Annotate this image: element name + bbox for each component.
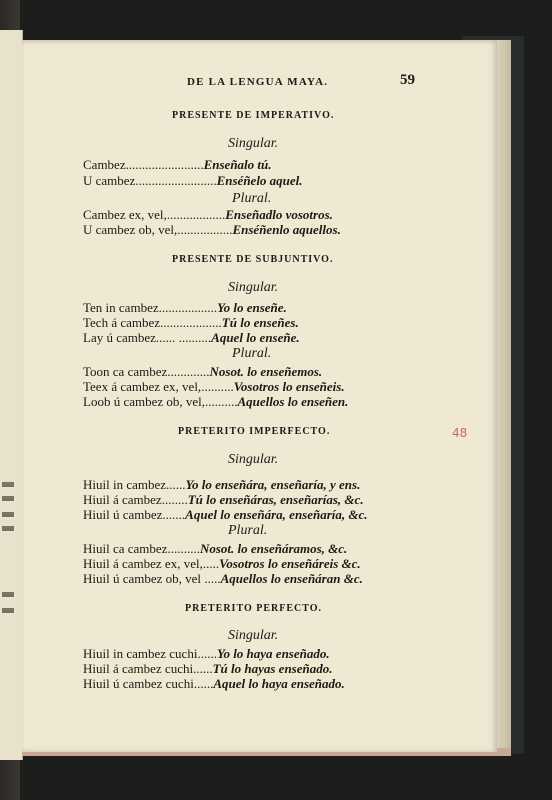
section-heading: PRESENTE DE IMPERATIVO. bbox=[172, 110, 335, 121]
dot-leader: ..... bbox=[202, 556, 220, 571]
conjugation-row: Hiuil ú cambez cuchi......Aquel lo haya enseñado. bbox=[83, 676, 345, 691]
conjugation-row: Tech á cambez...................Tú lo enseñes. bbox=[83, 315, 299, 330]
conjugation-row: Hiuil in cambez cuchi......Yo lo haya enseñado. bbox=[83, 646, 330, 661]
page-edge-mark bbox=[2, 608, 14, 613]
page-edge-mark bbox=[2, 592, 14, 597]
dot-leader: ................... bbox=[160, 315, 222, 330]
dot-leader: ...... bbox=[166, 477, 186, 492]
running-head: DE LA LENGUA MAYA. bbox=[187, 76, 329, 88]
page-edge-mark bbox=[2, 482, 14, 487]
conjugation-row: Hiuil ca cambez..........Nosot. lo enseñáramos, &c. bbox=[83, 541, 348, 556]
previous-page-edge bbox=[0, 30, 23, 760]
dot-leader: .................. bbox=[166, 207, 226, 222]
dot-leader: ......................... bbox=[135, 173, 217, 188]
conjugation-row: Loob ú cambez ob, vel,..........Aquellos lo enseñen. bbox=[83, 394, 349, 409]
conjugation-row: Hiuil á cambez ex, vel,.....Vosotros lo enseñáreis &c. bbox=[83, 556, 361, 571]
number-label: Singular. bbox=[228, 452, 279, 467]
number-label: Plural. bbox=[228, 523, 268, 538]
section-heading: PRESENTE DE SUBJUNTIVO. bbox=[172, 254, 334, 265]
conjugation-row: Teex á cambez ex, vel,..........Vosotros lo enseñeis. bbox=[83, 379, 345, 394]
conjugation-row: Hiuil in cambez......Yo lo enseñára, enseñaría, y ens. bbox=[83, 477, 361, 492]
number-label: Singular. bbox=[228, 136, 279, 151]
conjugation-row: Ten in cambez..................Yo lo enseñe. bbox=[83, 300, 287, 315]
section-heading: PRETERITO IMPERFECTO. bbox=[178, 426, 331, 437]
dot-leader: ...... .......... bbox=[155, 330, 212, 345]
page-block-edge bbox=[497, 40, 511, 752]
dot-leader: ............. bbox=[167, 364, 210, 379]
dot-leader: ........ bbox=[161, 492, 188, 507]
conjugation-row: Hiuil á cambez........Tú lo enseñáras, enseñarías, &c. bbox=[83, 492, 364, 507]
conjugation-row: Hiuil ú cambez.......Aquel lo enseñára, enseñaría, &c. bbox=[83, 507, 368, 522]
number-label: Plural. bbox=[232, 346, 272, 361]
dot-leader: .......... bbox=[201, 379, 234, 394]
dot-leader: .......... bbox=[205, 394, 238, 409]
dot-leader: ....... bbox=[162, 507, 186, 522]
page-edge-mark bbox=[2, 512, 14, 517]
page-number: 59 bbox=[400, 72, 415, 88]
dot-leader: ................. bbox=[177, 222, 233, 237]
dot-leader: .................. bbox=[158, 300, 218, 315]
conjugation-row: Cambez........................Enseñalo tú. bbox=[83, 157, 272, 172]
page-edge-mark bbox=[2, 526, 14, 531]
conjugation-row: Lay ú cambez...... ..........Aquel lo enseñe. bbox=[83, 330, 300, 345]
conjugation-row: Hiuil ú cambez ob, vel .....Aquellos lo enseñáran &c. bbox=[83, 571, 363, 586]
dot-leader: ........................ bbox=[125, 157, 204, 172]
number-label: Plural. bbox=[232, 191, 272, 206]
dot-leader: .......... bbox=[167, 541, 200, 556]
margin-note: 48 bbox=[452, 426, 468, 440]
conjugation-row: U cambez.........................Enséñelo aquel. bbox=[83, 173, 303, 188]
conjugation-row: Cambez ex, vel,..................Enseñadlo vosotros. bbox=[83, 207, 333, 222]
number-label: Singular. bbox=[228, 280, 279, 295]
dot-leader: ...... bbox=[193, 661, 213, 676]
conjugation-row: Toon ca cambez.............Nosot. lo enseñemos. bbox=[83, 364, 323, 379]
dot-leader: ..... bbox=[201, 571, 221, 586]
conjugation-row: U cambez ob, vel,.................Enséñenlo aquellos. bbox=[83, 222, 341, 237]
conjugation-row: Hiuil á cambez cuchi......Tú lo hayas enseñado. bbox=[83, 661, 333, 676]
section-heading: PRETERITO PERFECTO. bbox=[185, 603, 322, 614]
number-label: Singular. bbox=[228, 628, 279, 643]
dot-leader: ...... bbox=[193, 676, 214, 691]
page-edge-mark bbox=[2, 496, 14, 501]
dot-leader: ...... bbox=[197, 646, 217, 661]
